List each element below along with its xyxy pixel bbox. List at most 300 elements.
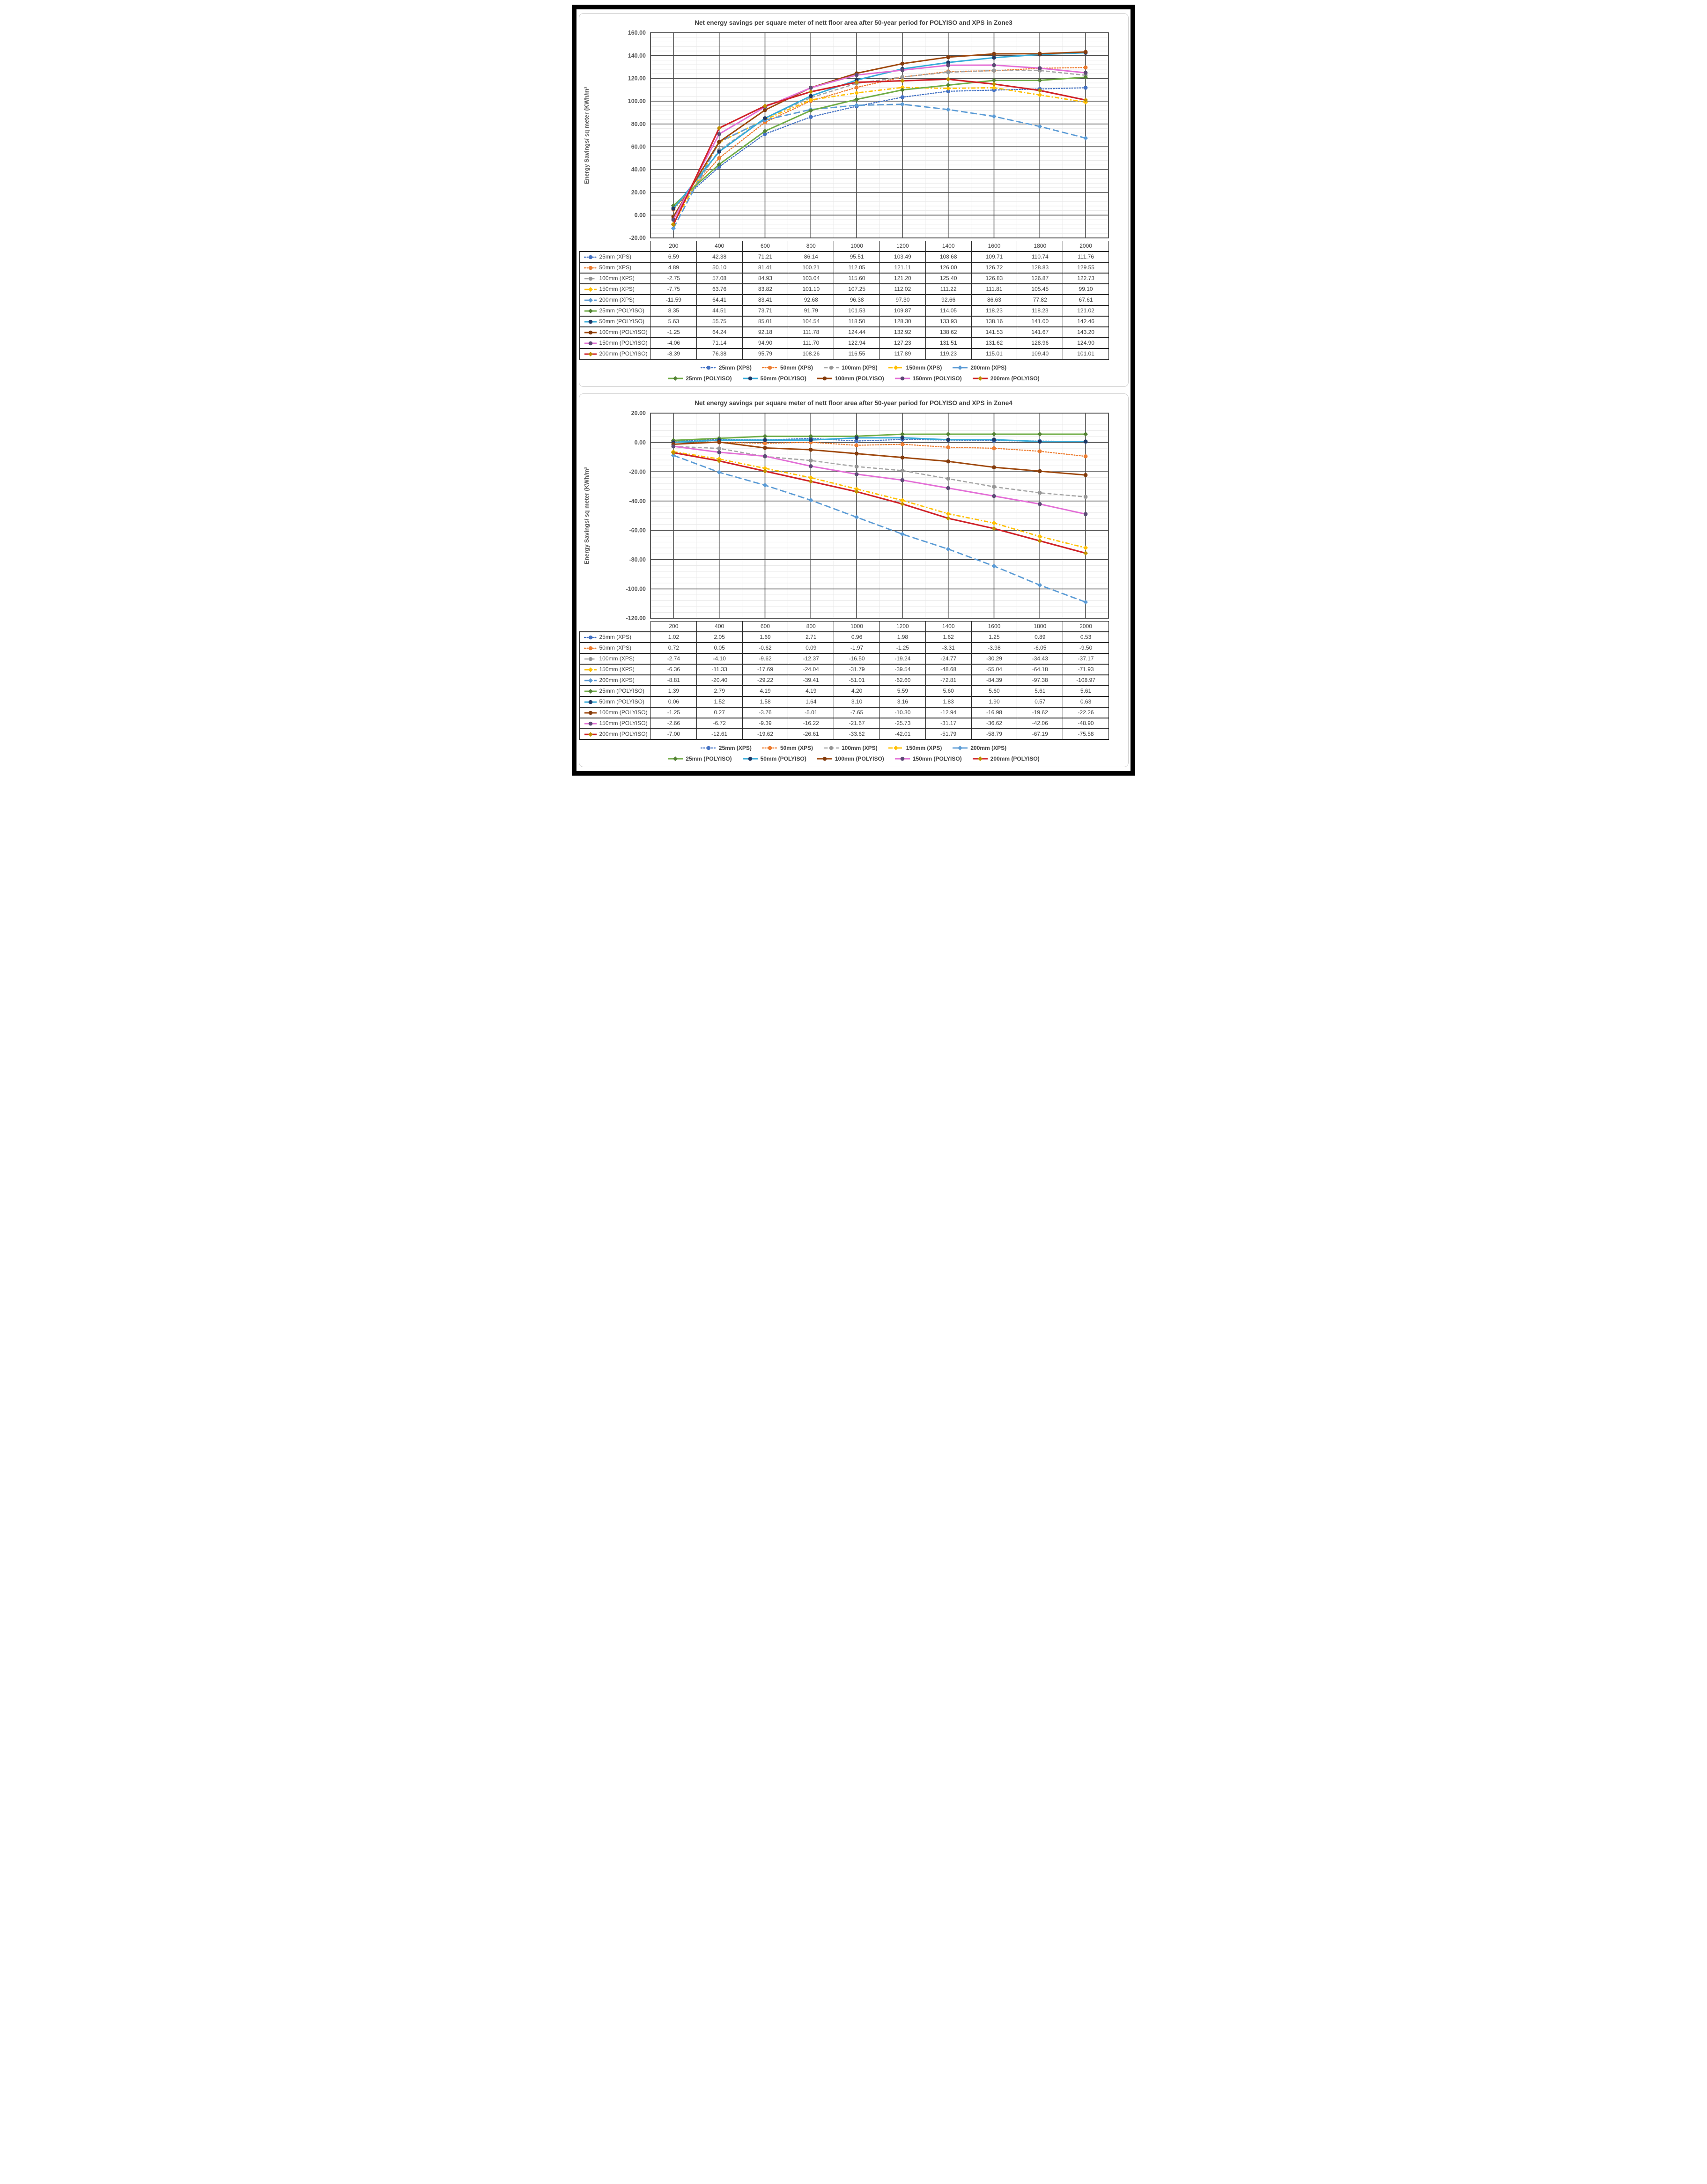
data-point-marker xyxy=(900,532,904,536)
legend-label: 200mm (POLYISO) xyxy=(990,755,1040,762)
value-cell: -108.97 xyxy=(1063,675,1109,686)
data-point-marker xyxy=(992,485,996,489)
data-point-marker xyxy=(707,746,711,750)
value-cell: -58.79 xyxy=(971,729,1017,740)
series-name-cell xyxy=(580,262,651,273)
value-cell: 1.25 xyxy=(971,632,1017,643)
table-row xyxy=(580,305,1109,316)
data-point-marker xyxy=(946,70,950,74)
value-cell: -26.61 xyxy=(788,729,834,740)
value-cell: -31.17 xyxy=(925,718,971,729)
line-chart-zone4 xyxy=(579,407,1127,621)
data-point-marker xyxy=(992,56,996,60)
data-point-marker xyxy=(588,255,592,259)
value-cell: 71.21 xyxy=(742,252,788,262)
value-cell: 126.72 xyxy=(971,262,1017,273)
y-axis-tick-label: -60.00 xyxy=(629,527,646,534)
legend-key-icon xyxy=(584,319,597,325)
value-cell: 81.41 xyxy=(742,262,788,273)
legend-zone3 xyxy=(579,364,1128,382)
value-cell: -31.79 xyxy=(834,664,880,675)
value-cell: 108.26 xyxy=(788,348,834,359)
table-header-row xyxy=(580,241,1109,252)
legend-item xyxy=(894,755,962,762)
series-name-label: 150mm (XPS) xyxy=(599,666,635,673)
value-cell: -6.05 xyxy=(1017,643,1063,653)
data-point-marker xyxy=(854,452,858,456)
value-cell: 109.87 xyxy=(879,305,925,316)
y-axis-tick-label: 160.00 xyxy=(628,30,646,37)
series-name-label: 150mm (POLYISO) xyxy=(599,340,648,346)
data-point-marker xyxy=(946,55,950,59)
table-row xyxy=(580,632,1109,643)
data-point-marker xyxy=(1038,52,1042,56)
data-point-marker xyxy=(763,454,767,459)
data-point-marker xyxy=(748,377,752,381)
legend-label: 150mm (POLYISO) xyxy=(912,375,962,382)
data-point-marker xyxy=(588,646,592,650)
y-axis-tick-label: -80.00 xyxy=(629,556,646,563)
series-name-label: 200mm (XPS) xyxy=(599,296,635,303)
data-point-marker xyxy=(1038,66,1042,70)
data-point-marker xyxy=(829,746,834,750)
value-cell: 86.14 xyxy=(788,252,834,262)
data-point-marker xyxy=(588,732,593,737)
value-cell: -9.39 xyxy=(742,718,788,729)
data-point-marker xyxy=(588,721,592,726)
series-name-cell xyxy=(580,632,651,643)
data-point-marker xyxy=(588,319,592,324)
value-cell: -8.81 xyxy=(651,675,697,686)
value-cell: 121.02 xyxy=(1063,305,1109,316)
value-cell: -97.38 xyxy=(1017,675,1063,686)
value-cell: 119.23 xyxy=(925,348,971,359)
legend-key-icon xyxy=(584,265,597,271)
value-cell: 111.78 xyxy=(788,327,834,338)
data-point-marker xyxy=(588,298,593,303)
table-header-row xyxy=(580,622,1109,632)
data-point-marker xyxy=(1083,439,1087,444)
data-point-marker xyxy=(946,547,950,551)
legend-key-icon xyxy=(584,667,597,673)
series-name-cell xyxy=(580,252,651,262)
value-cell: 2.05 xyxy=(696,632,742,643)
data-point-marker xyxy=(900,62,904,66)
legend-label: 25mm (XPS) xyxy=(718,364,752,371)
data-point-marker xyxy=(1083,512,1087,516)
value-cell: -24.77 xyxy=(925,653,971,664)
value-cell: 86.63 xyxy=(971,295,1017,305)
data-point-marker xyxy=(946,438,950,442)
value-cell: 57.08 xyxy=(696,273,742,284)
legend-label: 200mm (XPS) xyxy=(970,364,1007,371)
value-cell: 0.27 xyxy=(696,707,742,718)
data-point-marker xyxy=(946,432,950,437)
data-point-marker xyxy=(854,90,859,95)
value-cell: -42.06 xyxy=(1017,718,1063,729)
value-cell: -9.62 xyxy=(742,653,788,664)
table-row xyxy=(580,643,1109,653)
legend-key-icon xyxy=(584,732,597,737)
series-name-label: 100mm (POLYISO) xyxy=(599,329,648,335)
series-name-cell xyxy=(580,675,651,686)
legend-item xyxy=(762,745,813,751)
data-point-marker xyxy=(588,352,593,356)
value-cell: 1.64 xyxy=(788,696,834,707)
figure-page xyxy=(569,0,1138,780)
data-point-marker xyxy=(854,73,858,77)
value-cell: 0.05 xyxy=(696,643,742,653)
x-category-header: 1200 xyxy=(879,622,925,632)
value-cell: 103.49 xyxy=(879,252,925,262)
value-cell: -48.68 xyxy=(925,664,971,675)
value-cell: 116.55 xyxy=(834,348,880,359)
value-cell: -25.73 xyxy=(879,718,925,729)
data-point-marker xyxy=(1083,495,1087,499)
data-point-marker xyxy=(1083,50,1087,54)
legend-key-icon xyxy=(584,330,597,335)
value-cell: 4.89 xyxy=(651,262,697,273)
value-cell: 2.79 xyxy=(696,686,742,696)
data-point-marker xyxy=(717,140,721,144)
legend-key-icon xyxy=(952,745,968,751)
data-point-marker xyxy=(958,746,962,750)
series-name-cell xyxy=(580,729,651,740)
x-category-header: 1400 xyxy=(925,622,971,632)
legend-label: 150mm (XPS) xyxy=(906,364,942,371)
data-point-marker xyxy=(808,89,813,94)
data-point-marker xyxy=(900,478,904,482)
value-cell: 95.79 xyxy=(742,348,788,359)
value-cell: -34.43 xyxy=(1017,653,1063,664)
value-cell: 5.60 xyxy=(925,686,971,696)
data-point-marker xyxy=(1038,502,1042,506)
value-cell: 1.62 xyxy=(925,632,971,643)
value-cell: 91.79 xyxy=(788,305,834,316)
y-axis-tick-label: 80.00 xyxy=(631,120,646,127)
legend-key-icon xyxy=(584,645,597,651)
value-cell: 84.93 xyxy=(742,273,788,284)
series-name-cell xyxy=(580,273,651,284)
value-cell: 96.38 xyxy=(834,295,880,305)
legend-key-icon xyxy=(894,756,910,762)
value-cell: 44.51 xyxy=(696,305,742,316)
data-point-marker xyxy=(808,498,813,503)
legend-item xyxy=(762,364,813,371)
x-category-header: 600 xyxy=(742,622,788,632)
data-point-marker xyxy=(717,156,721,160)
series-name-cell xyxy=(580,284,651,295)
value-cell: -22.26 xyxy=(1063,707,1109,718)
value-cell: 73.71 xyxy=(742,305,788,316)
value-cell: -39.41 xyxy=(788,675,834,686)
series-name-cell xyxy=(580,348,651,359)
legend-key-icon xyxy=(667,756,683,762)
value-cell: -16.98 xyxy=(971,707,1017,718)
legend-key-icon xyxy=(762,745,778,751)
value-cell: 0.57 xyxy=(1017,696,1063,707)
value-cell: -2.75 xyxy=(651,273,697,284)
y-axis-tick-label: -100.00 xyxy=(626,585,646,592)
series-name-label: 25mm (XPS) xyxy=(599,253,632,260)
x-category-header: 200 xyxy=(651,241,697,252)
data-point-marker xyxy=(809,115,813,119)
data-point-marker xyxy=(829,366,834,370)
legend-item xyxy=(952,745,1006,751)
value-cell: 4.20 xyxy=(834,686,880,696)
value-cell: 63.76 xyxy=(696,284,742,295)
data-point-marker xyxy=(900,502,904,506)
value-cell: 108.68 xyxy=(925,252,971,262)
data-point-marker xyxy=(588,657,592,661)
value-cell: 111.76 xyxy=(1063,252,1109,262)
legend-key-icon xyxy=(701,745,717,751)
data-point-marker xyxy=(1083,551,1088,555)
value-cell: 94.90 xyxy=(742,338,788,348)
value-cell: 4.19 xyxy=(788,686,834,696)
data-point-marker xyxy=(900,78,904,83)
y-axis-tick-label: -40.00 xyxy=(629,497,646,504)
value-cell: -72.81 xyxy=(925,675,971,686)
legend-row xyxy=(701,364,1006,371)
x-category-header: 1200 xyxy=(879,241,925,252)
value-cell: 115.60 xyxy=(834,273,880,284)
data-point-marker xyxy=(809,448,813,452)
data-point-marker xyxy=(823,757,827,761)
legend-key-icon xyxy=(823,365,839,370)
value-cell: -1.25 xyxy=(879,643,925,653)
value-cell: 143.20 xyxy=(1063,327,1109,338)
legend-row xyxy=(667,755,1039,762)
legend-row xyxy=(667,375,1039,382)
series-name-cell xyxy=(580,686,651,696)
value-cell: 0.72 xyxy=(651,643,697,653)
series-name-label: 25mm (XPS) xyxy=(599,634,632,640)
legend-item xyxy=(823,745,878,751)
y-axis-tick-label: -20.00 xyxy=(629,468,646,475)
data-point-marker xyxy=(900,757,904,761)
legend-label: 50mm (POLYISO) xyxy=(760,375,806,382)
data-point-marker xyxy=(1037,539,1042,543)
series-name-label: 25mm (POLYISO) xyxy=(599,688,644,694)
value-cell: 0.53 xyxy=(1063,632,1109,643)
data-point-marker xyxy=(588,667,593,672)
value-cell: 109.40 xyxy=(1017,348,1063,359)
chart-title-zone3: Net energy savings per square meter of nett floor area after 50-year period for POLYISO and XPS in Zone3 xyxy=(695,19,1012,26)
value-cell: 100.21 xyxy=(788,262,834,273)
value-cell: -7.00 xyxy=(651,729,697,740)
data-point-marker xyxy=(946,516,950,521)
legend-zone4 xyxy=(579,745,1128,762)
value-cell: -4.10 xyxy=(696,653,742,664)
value-cell: 142.46 xyxy=(1063,316,1109,327)
value-cell: -17.69 xyxy=(742,664,788,675)
series-name-cell xyxy=(580,664,651,675)
data-point-marker xyxy=(958,365,962,370)
value-cell: 6.59 xyxy=(651,252,697,262)
series-name-label: 50mm (POLYISO) xyxy=(599,318,644,325)
data-point-marker xyxy=(992,52,996,56)
value-cell: 131.62 xyxy=(971,338,1017,348)
legend-key-icon xyxy=(584,254,597,260)
table-row xyxy=(580,686,1109,696)
data-point-marker xyxy=(1038,469,1042,474)
series-name-label: 200mm (POLYISO) xyxy=(599,731,648,737)
value-cell: 128.83 xyxy=(1017,262,1063,273)
data-point-marker xyxy=(1083,71,1087,75)
value-cell: 121.20 xyxy=(879,273,925,284)
legend-item xyxy=(667,755,732,762)
legend-item xyxy=(742,755,806,762)
table-row xyxy=(580,696,1109,707)
table-row xyxy=(580,664,1109,675)
value-cell: 3.10 xyxy=(834,696,880,707)
value-cell: 124.90 xyxy=(1063,338,1109,348)
value-cell: 0.63 xyxy=(1063,696,1109,707)
value-cell: -3.76 xyxy=(742,707,788,718)
data-point-marker xyxy=(991,81,996,86)
value-cell: 5.60 xyxy=(971,686,1017,696)
x-category-header: 200 xyxy=(651,622,697,632)
value-cell: 1.98 xyxy=(879,632,925,643)
data-point-marker xyxy=(992,465,996,469)
data-point-marker xyxy=(946,511,950,516)
table-row xyxy=(580,718,1109,729)
value-cell: -20.40 xyxy=(696,675,742,686)
x-category-header: 400 xyxy=(696,622,742,632)
data-point-marker xyxy=(1083,86,1087,90)
y-axis-tick-label: 20.00 xyxy=(631,189,646,196)
value-cell: 125.40 xyxy=(925,273,971,284)
y-axis-tick-label: 140.00 xyxy=(628,52,646,59)
x-category-header: 600 xyxy=(742,241,788,252)
y-axis-title: Energy Savings/ sq meter (KWh/m² xyxy=(583,87,590,184)
value-cell: -12.37 xyxy=(788,653,834,664)
value-cell: 121.11 xyxy=(879,262,925,273)
value-cell: -67.19 xyxy=(1017,729,1063,740)
value-cell: 101.10 xyxy=(788,284,834,295)
value-cell: 112.02 xyxy=(879,284,925,295)
value-cell: 138.16 xyxy=(971,316,1017,327)
value-cell: 76.38 xyxy=(696,348,742,359)
data-point-marker xyxy=(1037,583,1042,587)
data-point-marker xyxy=(809,94,813,98)
value-cell: 126.83 xyxy=(971,273,1017,284)
data-point-marker xyxy=(707,366,711,370)
value-cell: 138.62 xyxy=(925,327,971,338)
data-point-marker xyxy=(946,477,950,481)
legend-key-icon xyxy=(584,341,597,346)
data-point-marker xyxy=(946,107,950,112)
data-point-marker xyxy=(717,470,721,474)
legend-key-icon xyxy=(584,721,597,726)
table-row xyxy=(580,262,1109,273)
x-category-header: 400 xyxy=(696,241,742,252)
data-point-marker xyxy=(588,266,592,270)
value-cell: 103.04 xyxy=(788,273,834,284)
legend-item xyxy=(701,745,752,751)
value-cell: 129.55 xyxy=(1063,262,1109,273)
data-point-marker xyxy=(588,287,593,292)
value-cell: 95.51 xyxy=(834,252,880,262)
value-cell: 5.59 xyxy=(879,686,925,696)
data-point-marker xyxy=(673,756,678,761)
series-name-label: 150mm (POLYISO) xyxy=(599,720,648,726)
value-cell: 101.53 xyxy=(834,305,880,316)
data-point-marker xyxy=(1083,136,1088,141)
data-point-marker xyxy=(717,126,721,130)
data-point-marker xyxy=(854,465,858,469)
series-name-cell xyxy=(580,696,651,707)
series-name-label: 50mm (XPS) xyxy=(599,264,632,271)
value-cell: -3.31 xyxy=(925,643,971,653)
line-chart-zone3 xyxy=(579,27,1127,241)
series-name-cell xyxy=(580,707,651,718)
legend-label: 100mm (POLYISO) xyxy=(835,755,884,762)
y-axis-tick-label: 40.00 xyxy=(631,166,646,173)
value-cell: -30.29 xyxy=(971,653,1017,664)
legend-item xyxy=(817,755,884,762)
legend-label: 25mm (POLYISO) xyxy=(686,375,732,382)
value-cell: 132.92 xyxy=(879,327,925,338)
y-axis-tick-label: 20.00 xyxy=(631,410,646,417)
value-cell: 117.89 xyxy=(879,348,925,359)
data-point-marker xyxy=(588,309,593,313)
value-cell: -84.39 xyxy=(971,675,1017,686)
legend-key-icon xyxy=(584,351,597,357)
value-cell: -37.17 xyxy=(1063,653,1109,664)
value-cell: 1.90 xyxy=(971,696,1017,707)
x-category-header: 1400 xyxy=(925,241,971,252)
value-cell: 85.01 xyxy=(742,316,788,327)
table-row xyxy=(580,316,1109,327)
value-cell: -3.98 xyxy=(971,643,1017,653)
data-point-marker xyxy=(763,116,767,120)
y-axis-tick-label: 100.00 xyxy=(628,98,646,105)
data-point-marker xyxy=(992,437,996,442)
data-point-marker xyxy=(763,438,767,442)
value-cell: -24.04 xyxy=(788,664,834,675)
legend-label: 200mm (XPS) xyxy=(970,745,1007,751)
data-point-marker xyxy=(809,464,813,468)
series-name-label: 200mm (POLYISO) xyxy=(599,350,648,357)
x-category-header: 1800 xyxy=(1017,241,1063,252)
value-cell: -42.01 xyxy=(879,729,925,740)
legend-key-icon xyxy=(584,656,597,662)
data-point-marker xyxy=(894,365,898,370)
series-name-label: 50mm (POLYISO) xyxy=(599,698,644,705)
x-category-header: 1000 xyxy=(834,622,880,632)
legend-label: 150mm (XPS) xyxy=(906,745,942,751)
series-name-label: 100mm (XPS) xyxy=(599,655,635,662)
value-cell: 83.41 xyxy=(742,295,788,305)
data-point-marker xyxy=(900,95,904,99)
value-cell: -19.24 xyxy=(879,653,925,664)
legend-label: 100mm (XPS) xyxy=(841,364,878,371)
legend-item xyxy=(894,375,962,382)
value-cell: -1.25 xyxy=(651,327,697,338)
legend-key-icon xyxy=(584,678,597,683)
y-axis-tick-label: 0.00 xyxy=(634,439,646,446)
series-name-label: 50mm (XPS) xyxy=(599,644,632,651)
data-point-marker xyxy=(946,445,950,450)
legend-label: 150mm (POLYISO) xyxy=(912,755,962,762)
legend-item xyxy=(823,364,878,371)
data-point-marker xyxy=(717,440,721,444)
legend-key-icon xyxy=(701,365,717,370)
value-cell: 67.61 xyxy=(1063,295,1109,305)
y-axis-tick-label: -20.00 xyxy=(629,235,646,241)
